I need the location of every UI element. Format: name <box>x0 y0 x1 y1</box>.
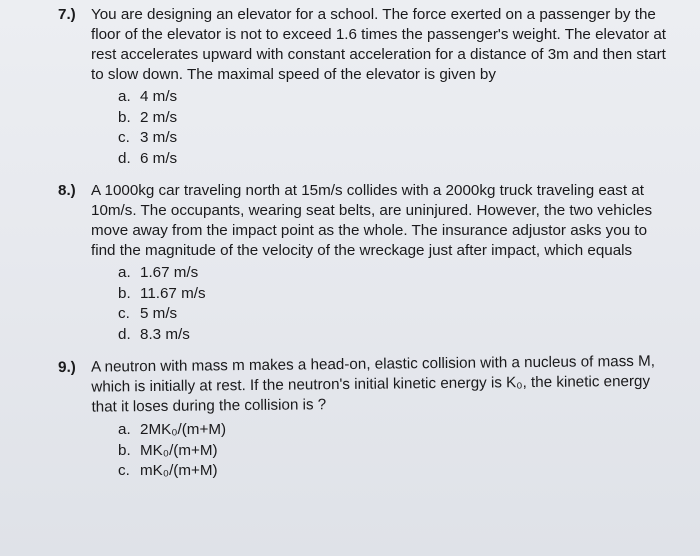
question-8-option-d <box>118 325 670 346</box>
question-9-options <box>58 420 670 482</box>
question-9 <box>58 352 670 482</box>
question-9-number: 9.) <box>58 358 76 376</box>
option-letter: a. <box>118 421 131 438</box>
option-text: 1.67 m/s <box>140 264 199 281</box>
option-letter: a. <box>118 88 131 105</box>
question-8-option-a <box>118 263 670 284</box>
option-text: MK₀/(m+M) <box>140 441 218 459</box>
question-7-option-c <box>118 128 670 149</box>
option-letter: c. <box>118 462 130 479</box>
question-9-option-b <box>118 441 670 462</box>
option-letter: c. <box>118 305 130 322</box>
question-9-text: A neutron with mass m makes a head-on, elastic collision with a nucleus of mass M, which is initially at rest. If the neutron's initial kinetic energy is K₀, the kinetic energy that it loses during the collision is ? <box>91 352 656 416</box>
option-letter: d. <box>118 149 131 167</box>
option-text: 11.67 m/s <box>140 284 206 302</box>
question-8-option-b <box>118 284 670 305</box>
option-text: 5 m/s <box>140 305 178 322</box>
option-text: 4 m/s <box>140 88 178 105</box>
question-7-option-b <box>118 108 670 129</box>
question-8-options <box>58 263 670 345</box>
question-7-stem <box>58 5 670 85</box>
question-7-option-a <box>118 87 670 108</box>
option-letter: b. <box>118 441 131 459</box>
option-letter: c. <box>118 129 130 146</box>
option-text: 2 m/s <box>140 108 178 126</box>
question-8-text: A 1000kg car traveling north at 15m/s collides with a 2000kg truck traveling east at 10m/s. The occupants, wearing seat belts, are uninjured. However, the two vehicles move away from the impact point as the whole. The insurance adjustor asks you to find the magnitude of the velocity of the wreckage just after impact, which equals <box>91 182 653 259</box>
question-7-text: You are designing an elevator for a school. The force exerted on a passenger by the floor of the elevator is not to exceed 1.6 times the passenger's weight. The elevator at rest accelerates upward with constant acceleration for a distance of 3m and then start to slow down. The maximal speed of the elevator is given by <box>91 6 667 83</box>
question-7-options <box>58 87 670 169</box>
question-7-option-d <box>118 149 670 170</box>
option-letter: b. <box>118 284 131 302</box>
option-letter: d. <box>118 325 131 343</box>
question-8-number: 8.) <box>58 182 76 199</box>
option-text: 8.3 m/s <box>140 325 190 343</box>
option-letter: b. <box>118 108 131 126</box>
question-9-option-c <box>118 461 670 482</box>
option-text: 6 m/s <box>140 149 178 167</box>
question-8-option-c <box>118 304 670 325</box>
question-7-number: 7.) <box>58 6 76 23</box>
option-text: 3 m/s <box>140 129 178 146</box>
question-9-stem <box>58 352 671 418</box>
option-text: mK₀/(m+M) <box>140 462 218 479</box>
question-7 <box>58 5 670 169</box>
option-letter: a. <box>118 264 131 281</box>
question-8 <box>58 181 670 345</box>
option-text: 2MK₀/(m+M) <box>140 421 227 438</box>
question-9-option-a <box>118 420 670 441</box>
question-8-stem <box>58 181 670 261</box>
